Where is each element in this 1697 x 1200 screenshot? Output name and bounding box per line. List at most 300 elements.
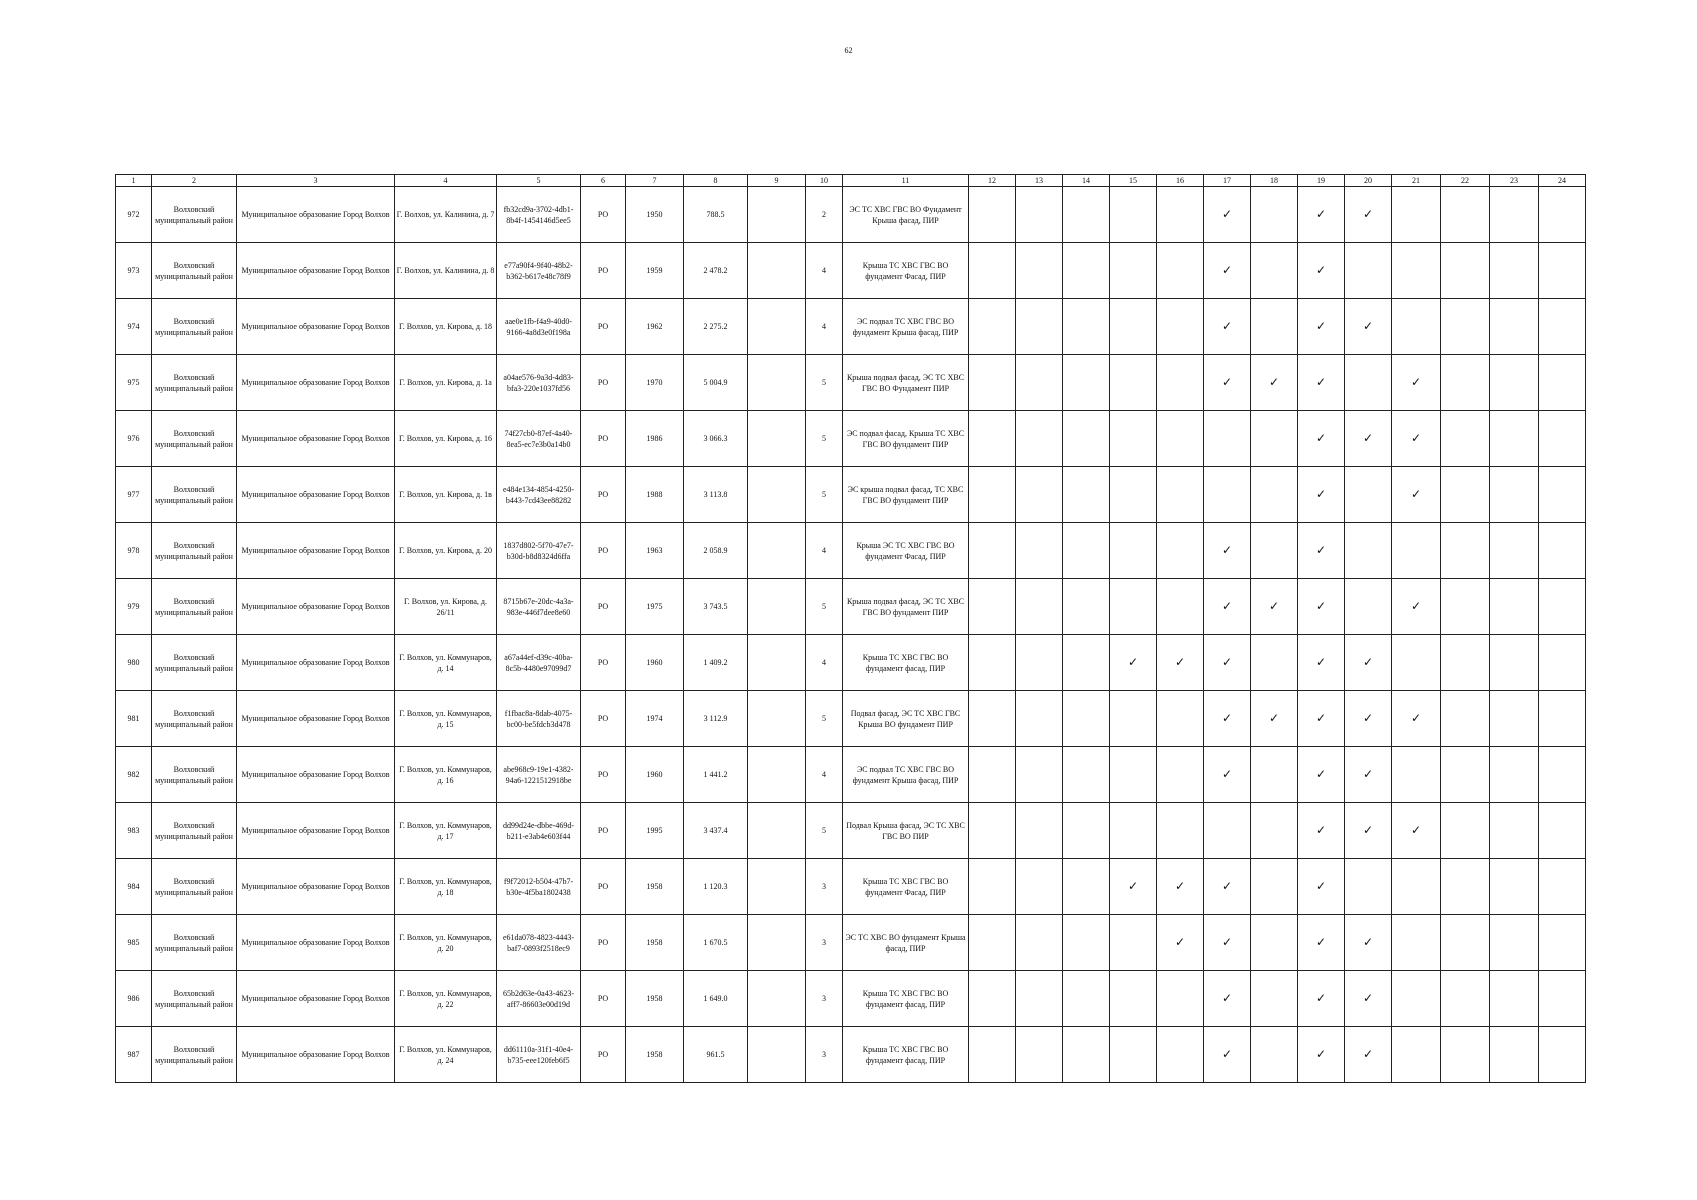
district-cell: Волховский муниципальный район bbox=[152, 971, 237, 1027]
area-cell: 5 004.9 bbox=[684, 355, 748, 411]
address-cell: Г. Волхов, ул. Кирова, д. 16 bbox=[395, 411, 497, 467]
check-cell-col-15 bbox=[1110, 579, 1157, 635]
check-cell-col-19 bbox=[1298, 691, 1345, 747]
row-number-cell: 973 bbox=[116, 243, 152, 299]
check-cell-col-16 bbox=[1157, 971, 1204, 1027]
check-cell-col-16 bbox=[1157, 355, 1204, 411]
empty-cell-9 bbox=[748, 187, 806, 243]
empty-cell-9 bbox=[748, 243, 806, 299]
check-cell-col-23 bbox=[1490, 243, 1539, 299]
district-cell: Волховский муниципальный район bbox=[152, 187, 237, 243]
check-cell-col-17 bbox=[1204, 635, 1251, 691]
check-mark-icon: ✓ bbox=[1268, 710, 1280, 725]
check-cell-col-22 bbox=[1441, 1027, 1490, 1083]
check-cell-col-13 bbox=[1016, 411, 1063, 467]
address-cell: Г. Волхов, ул. Коммунаров, д. 24 bbox=[395, 1027, 497, 1083]
check-cell-col-17 bbox=[1204, 299, 1251, 355]
works-cell: ЭС подвал ТС ХВС ГВС ВО фундамент Крыша фасад, ПИР bbox=[843, 747, 969, 803]
check-cell-col-14 bbox=[1063, 243, 1110, 299]
empty-cell-9 bbox=[748, 747, 806, 803]
check-cell-col-16 bbox=[1157, 187, 1204, 243]
floors-cell: 5 bbox=[806, 411, 843, 467]
check-cell-col-22 bbox=[1441, 859, 1490, 915]
check-cell-col-18 bbox=[1251, 635, 1298, 691]
check-cell-col-17 bbox=[1204, 523, 1251, 579]
empty-cell-9 bbox=[748, 579, 806, 635]
check-mark-icon: ✓ bbox=[1362, 822, 1374, 837]
type-cell: РО bbox=[581, 579, 626, 635]
column-header-24: 24 bbox=[1539, 175, 1586, 187]
check-cell-col-14 bbox=[1063, 747, 1110, 803]
area-cell: 1 409.2 bbox=[684, 635, 748, 691]
floors-cell: 4 bbox=[806, 523, 843, 579]
floors-cell: 5 bbox=[806, 803, 843, 859]
check-mark-icon: ✓ bbox=[1221, 542, 1233, 557]
check-cell-col-20 bbox=[1345, 579, 1392, 635]
check-cell-col-18 bbox=[1251, 803, 1298, 859]
check-cell-col-20 bbox=[1345, 803, 1392, 859]
type-cell: РО bbox=[581, 523, 626, 579]
check-cell-col-12 bbox=[969, 411, 1016, 467]
row-number-cell: 974 bbox=[116, 299, 152, 355]
check-cell-col-12 bbox=[969, 299, 1016, 355]
works-cell: ЭС ТС ХВС ГВС ВО Фундамент Крыша фасад, ПИР bbox=[843, 187, 969, 243]
check-cell-col-14 bbox=[1063, 467, 1110, 523]
year-cell: 1958 bbox=[626, 971, 684, 1027]
check-mark-icon: ✓ bbox=[1221, 934, 1233, 949]
check-cell-col-19 bbox=[1298, 187, 1345, 243]
district-cell: Волховский муниципальный район bbox=[152, 411, 237, 467]
check-mark-icon: ✓ bbox=[1221, 710, 1233, 725]
check-cell-col-20 bbox=[1345, 411, 1392, 467]
check-cell-col-13 bbox=[1016, 243, 1063, 299]
table-row bbox=[116, 747, 1586, 803]
municipality-cell: Муниципальное образование Город Волхов bbox=[237, 523, 395, 579]
check-cell-col-18 bbox=[1251, 243, 1298, 299]
floors-cell: 5 bbox=[806, 691, 843, 747]
check-cell-col-13 bbox=[1016, 467, 1063, 523]
type-cell: РО bbox=[581, 1027, 626, 1083]
check-cell-col-17 bbox=[1204, 187, 1251, 243]
check-cell-col-17 bbox=[1204, 1027, 1251, 1083]
column-header-14: 14 bbox=[1063, 175, 1110, 187]
works-cell: Крыша подвал фасад, ЭС ТС ХВС ГВС ВО фундамент ПИР bbox=[843, 579, 969, 635]
year-cell: 1995 bbox=[626, 803, 684, 859]
row-number-cell: 972 bbox=[116, 187, 152, 243]
column-header-6: 6 bbox=[581, 175, 626, 187]
check-cell-col-13 bbox=[1016, 747, 1063, 803]
check-cell-col-22 bbox=[1441, 635, 1490, 691]
check-cell-col-23 bbox=[1490, 299, 1539, 355]
check-cell-col-15 bbox=[1110, 747, 1157, 803]
check-cell-col-15 bbox=[1110, 915, 1157, 971]
area-cell: 2 275.2 bbox=[684, 299, 748, 355]
check-mark-icon: ✓ bbox=[1362, 710, 1374, 725]
type-cell: РО bbox=[581, 187, 626, 243]
guid-cell: 1837d802-5f70-47e7-b30d-b8d8324d6ffa bbox=[497, 523, 581, 579]
check-cell-col-23 bbox=[1490, 411, 1539, 467]
check-cell-col-21 bbox=[1392, 299, 1441, 355]
check-cell-col-24 bbox=[1539, 1027, 1586, 1083]
check-cell-col-24 bbox=[1539, 691, 1586, 747]
check-cell-col-12 bbox=[969, 915, 1016, 971]
municipality-cell: Муниципальное образование Город Волхов bbox=[237, 635, 395, 691]
guid-cell: dd61110a-31f1-40e4-b735-eee120feb6f5 bbox=[497, 1027, 581, 1083]
check-cell-col-21 bbox=[1392, 859, 1441, 915]
municipality-cell: Муниципальное образование Город Волхов bbox=[237, 691, 395, 747]
check-mark-icon: ✓ bbox=[1221, 990, 1233, 1005]
check-cell-col-15 bbox=[1110, 411, 1157, 467]
check-mark-icon: ✓ bbox=[1221, 262, 1233, 277]
check-cell-col-21 bbox=[1392, 355, 1441, 411]
works-cell: Крыша подвал фасад, ЭС ТС ХВС ГВС ВО Фундамент ПИР bbox=[843, 355, 969, 411]
check-cell-col-24 bbox=[1539, 467, 1586, 523]
check-cell-col-23 bbox=[1490, 467, 1539, 523]
check-cell-col-18 bbox=[1251, 971, 1298, 1027]
type-cell: РО bbox=[581, 467, 626, 523]
check-cell-col-21 bbox=[1392, 579, 1441, 635]
check-cell-col-13 bbox=[1016, 971, 1063, 1027]
column-header-22: 22 bbox=[1441, 175, 1490, 187]
check-cell-col-15 bbox=[1110, 187, 1157, 243]
area-cell: 1 649.0 bbox=[684, 971, 748, 1027]
check-mark-icon: ✓ bbox=[1315, 318, 1327, 333]
guid-cell: e484e134-4854-4250-b443-7cd43ee88282 bbox=[497, 467, 581, 523]
year-cell: 1960 bbox=[626, 635, 684, 691]
check-cell-col-13 bbox=[1016, 803, 1063, 859]
area-cell: 3 113.8 bbox=[684, 467, 748, 523]
check-cell-col-13 bbox=[1016, 1027, 1063, 1083]
check-cell-col-12 bbox=[969, 243, 1016, 299]
check-cell-col-15 bbox=[1110, 803, 1157, 859]
type-cell: РО bbox=[581, 355, 626, 411]
address-cell: Г. Волхов, ул. Коммунаров, д. 14 bbox=[395, 635, 497, 691]
type-cell: РО bbox=[581, 859, 626, 915]
empty-cell-9 bbox=[748, 1027, 806, 1083]
guid-cell: e77a90f4-9f40-48b2-b362-b617e48c78f9 bbox=[497, 243, 581, 299]
check-cell-col-20 bbox=[1345, 187, 1392, 243]
check-mark-icon: ✓ bbox=[1362, 1046, 1374, 1061]
column-header-1: 1 bbox=[116, 175, 152, 187]
check-cell-col-12 bbox=[969, 355, 1016, 411]
check-cell-col-12 bbox=[969, 523, 1016, 579]
address-cell: Г. Волхов, ул. Калинина, д. 8 bbox=[395, 243, 497, 299]
check-cell-col-18 bbox=[1251, 355, 1298, 411]
check-cell-col-14 bbox=[1063, 523, 1110, 579]
guid-cell: dd99d24e-dbbe-469d-b211-e3ab4e603f44 bbox=[497, 803, 581, 859]
check-cell-col-16 bbox=[1157, 1027, 1204, 1083]
column-header-10: 10 bbox=[806, 175, 843, 187]
check-mark-icon: ✓ bbox=[1410, 710, 1422, 725]
check-cell-col-16 bbox=[1157, 411, 1204, 467]
check-cell-col-23 bbox=[1490, 971, 1539, 1027]
check-mark-icon: ✓ bbox=[1410, 374, 1422, 389]
check-cell-col-19 bbox=[1298, 971, 1345, 1027]
empty-cell-9 bbox=[748, 859, 806, 915]
check-cell-col-20 bbox=[1345, 915, 1392, 971]
column-header-13: 13 bbox=[1016, 175, 1063, 187]
type-cell: РО bbox=[581, 747, 626, 803]
guid-cell: aae0e1fb-f4a9-40d0-9166-4a8d3e0f198a bbox=[497, 299, 581, 355]
check-cell-col-13 bbox=[1016, 299, 1063, 355]
works-cell: ЭС подвал ТС ХВС ГВС ВО фундамент Крыша фасад, ПИР bbox=[843, 299, 969, 355]
guid-cell: a04ae576-9a3d-4d83-bfa3-220e1037fd56 bbox=[497, 355, 581, 411]
check-cell-col-19 bbox=[1298, 523, 1345, 579]
column-header-21: 21 bbox=[1392, 175, 1441, 187]
empty-cell-9 bbox=[748, 803, 806, 859]
check-cell-col-23 bbox=[1490, 859, 1539, 915]
area-cell: 788.5 bbox=[684, 187, 748, 243]
check-cell-col-18 bbox=[1251, 579, 1298, 635]
municipality-cell: Муниципальное образование Город Волхов bbox=[237, 411, 395, 467]
empty-cell-9 bbox=[748, 355, 806, 411]
check-mark-icon: ✓ bbox=[1362, 318, 1374, 333]
check-cell-col-15 bbox=[1110, 691, 1157, 747]
check-cell-col-12 bbox=[969, 747, 1016, 803]
area-cell: 2 058.9 bbox=[684, 523, 748, 579]
table-row bbox=[116, 411, 1586, 467]
check-cell-col-17 bbox=[1204, 747, 1251, 803]
municipality-cell: Муниципальное образование Город Волхов bbox=[237, 747, 395, 803]
row-number-cell: 980 bbox=[116, 635, 152, 691]
district-cell: Волховский муниципальный район bbox=[152, 467, 237, 523]
address-cell: Г. Волхов, ул. Коммунаров, д. 15 bbox=[395, 691, 497, 747]
check-cell-col-18 bbox=[1251, 299, 1298, 355]
check-cell-col-18 bbox=[1251, 467, 1298, 523]
municipality-cell: Муниципальное образование Город Волхов bbox=[237, 579, 395, 635]
guid-cell: 65b2d63e-0a43-4623-aff7-86603e00d19d bbox=[497, 971, 581, 1027]
check-mark-icon: ✓ bbox=[1410, 822, 1422, 837]
check-cell-col-16 bbox=[1157, 691, 1204, 747]
district-cell: Волховский муниципальный район bbox=[152, 579, 237, 635]
check-mark-icon: ✓ bbox=[1221, 878, 1233, 893]
check-cell-col-12 bbox=[969, 859, 1016, 915]
column-header-15: 15 bbox=[1110, 175, 1157, 187]
district-cell: Волховский муниципальный район bbox=[152, 355, 237, 411]
column-header-4: 4 bbox=[395, 175, 497, 187]
municipality-cell: Муниципальное образование Город Волхов bbox=[237, 859, 395, 915]
table-row bbox=[116, 187, 1586, 243]
check-cell-col-24 bbox=[1539, 803, 1586, 859]
check-cell-col-24 bbox=[1539, 523, 1586, 579]
check-cell-col-18 bbox=[1251, 691, 1298, 747]
check-mark-icon: ✓ bbox=[1315, 430, 1327, 445]
column-header-17: 17 bbox=[1204, 175, 1251, 187]
check-cell-col-20 bbox=[1345, 1027, 1392, 1083]
table-row bbox=[116, 691, 1586, 747]
check-mark-icon: ✓ bbox=[1127, 654, 1139, 669]
area-cell: 3 112.9 bbox=[684, 691, 748, 747]
area-cell: 1 670.5 bbox=[684, 915, 748, 971]
check-cell-col-12 bbox=[969, 803, 1016, 859]
area-cell: 3 066.3 bbox=[684, 411, 748, 467]
check-cell-col-23 bbox=[1490, 915, 1539, 971]
table-row bbox=[116, 859, 1586, 915]
check-cell-col-17 bbox=[1204, 691, 1251, 747]
guid-cell: 8715b67e-20dc-4a3a-983e-446f7dee8e60 bbox=[497, 579, 581, 635]
row-number-cell: 987 bbox=[116, 1027, 152, 1083]
check-cell-col-12 bbox=[969, 971, 1016, 1027]
table-body bbox=[116, 187, 1586, 1083]
check-cell-col-16 bbox=[1157, 299, 1204, 355]
check-cell-col-24 bbox=[1539, 747, 1586, 803]
type-cell: РО bbox=[581, 635, 626, 691]
column-header-11: 11 bbox=[843, 175, 969, 187]
year-cell: 1958 bbox=[626, 859, 684, 915]
check-cell-col-18 bbox=[1251, 187, 1298, 243]
row-number-cell: 978 bbox=[116, 523, 152, 579]
check-cell-col-22 bbox=[1441, 467, 1490, 523]
check-mark-icon: ✓ bbox=[1315, 486, 1327, 501]
empty-cell-9 bbox=[748, 411, 806, 467]
check-mark-icon: ✓ bbox=[1221, 766, 1233, 781]
check-cell-col-12 bbox=[969, 187, 1016, 243]
year-cell: 1959 bbox=[626, 243, 684, 299]
check-cell-col-19 bbox=[1298, 243, 1345, 299]
guid-cell: 74f27cb0-87ef-4a40-8ea5-ec7e3b0a14b0 bbox=[497, 411, 581, 467]
floors-cell: 5 bbox=[806, 467, 843, 523]
check-cell-col-22 bbox=[1441, 187, 1490, 243]
area-cell: 2 478.2 bbox=[684, 243, 748, 299]
municipality-cell: Муниципальное образование Город Волхов bbox=[237, 467, 395, 523]
column-number-header bbox=[116, 175, 1586, 187]
address-cell: Г. Волхов, ул. Кирова, д. 18 bbox=[395, 299, 497, 355]
table-row bbox=[116, 579, 1586, 635]
check-cell-col-12 bbox=[969, 467, 1016, 523]
empty-cell-9 bbox=[748, 915, 806, 971]
check-mark-icon: ✓ bbox=[1221, 318, 1233, 333]
floors-cell: 3 bbox=[806, 859, 843, 915]
check-cell-col-18 bbox=[1251, 859, 1298, 915]
municipality-cell: Муниципальное образование Город Волхов bbox=[237, 971, 395, 1027]
check-cell-col-20 bbox=[1345, 355, 1392, 411]
row-number-cell: 975 bbox=[116, 355, 152, 411]
check-mark-icon: ✓ bbox=[1315, 766, 1327, 781]
check-cell-col-14 bbox=[1063, 1027, 1110, 1083]
check-cell-col-24 bbox=[1539, 635, 1586, 691]
year-cell: 1974 bbox=[626, 691, 684, 747]
area-cell: 1 120.3 bbox=[684, 859, 748, 915]
address-cell: Г. Волхов, ул. Кирова, д. 26/11 bbox=[395, 579, 497, 635]
check-cell-col-13 bbox=[1016, 523, 1063, 579]
works-cell: Крыша ТС ХВС ГВС ВО фундамент Фасад, ПИР bbox=[843, 243, 969, 299]
check-cell-col-22 bbox=[1441, 579, 1490, 635]
check-cell-col-20 bbox=[1345, 691, 1392, 747]
area-cell: 961.5 bbox=[684, 1027, 748, 1083]
check-cell-col-22 bbox=[1441, 691, 1490, 747]
check-cell-col-14 bbox=[1063, 915, 1110, 971]
check-cell-col-17 bbox=[1204, 579, 1251, 635]
year-cell: 1950 bbox=[626, 187, 684, 243]
check-cell-col-21 bbox=[1392, 467, 1441, 523]
check-mark-icon: ✓ bbox=[1174, 878, 1186, 893]
row-number-cell: 985 bbox=[116, 915, 152, 971]
year-cell: 1960 bbox=[626, 747, 684, 803]
row-number-cell: 981 bbox=[116, 691, 152, 747]
column-header-16: 16 bbox=[1157, 175, 1204, 187]
district-cell: Волховский муниципальный район bbox=[152, 523, 237, 579]
check-cell-col-18 bbox=[1251, 747, 1298, 803]
check-cell-col-13 bbox=[1016, 635, 1063, 691]
check-cell-col-24 bbox=[1539, 971, 1586, 1027]
district-cell: Волховский муниципальный район bbox=[152, 691, 237, 747]
empty-cell-9 bbox=[748, 691, 806, 747]
address-cell: Г. Волхов, ул. Кирова, д. 20 bbox=[395, 523, 497, 579]
works-cell: Крыша ТС ХВС ГВС ВО фундамент фасад, ПИР bbox=[843, 971, 969, 1027]
check-cell-col-23 bbox=[1490, 187, 1539, 243]
check-cell-col-17 bbox=[1204, 355, 1251, 411]
check-mark-icon: ✓ bbox=[1315, 654, 1327, 669]
column-header-12: 12 bbox=[969, 175, 1016, 187]
address-cell: Г. Волхов, ул. Кирова, д. 1в bbox=[395, 467, 497, 523]
check-mark-icon: ✓ bbox=[1315, 598, 1327, 613]
type-cell: РО bbox=[581, 243, 626, 299]
check-mark-icon: ✓ bbox=[1221, 654, 1233, 669]
check-cell-col-15 bbox=[1110, 971, 1157, 1027]
row-number-cell: 986 bbox=[116, 971, 152, 1027]
floors-cell: 4 bbox=[806, 243, 843, 299]
column-header-20: 20 bbox=[1345, 175, 1392, 187]
check-cell-col-19 bbox=[1298, 1027, 1345, 1083]
check-mark-icon: ✓ bbox=[1268, 374, 1280, 389]
check-cell-col-24 bbox=[1539, 187, 1586, 243]
table-row bbox=[116, 355, 1586, 411]
area-cell: 1 441.2 bbox=[684, 747, 748, 803]
column-header-9: 9 bbox=[748, 175, 806, 187]
check-cell-col-13 bbox=[1016, 579, 1063, 635]
type-cell: РО bbox=[581, 411, 626, 467]
check-cell-col-16 bbox=[1157, 803, 1204, 859]
check-cell-col-24 bbox=[1539, 859, 1586, 915]
district-cell: Волховский муниципальный район bbox=[152, 747, 237, 803]
check-cell-col-22 bbox=[1441, 299, 1490, 355]
check-cell-col-21 bbox=[1392, 523, 1441, 579]
works-cell: Крыша ТС ХВС ГВС ВО фундамент фасад, ПИР bbox=[843, 635, 969, 691]
check-cell-col-20 bbox=[1345, 299, 1392, 355]
works-cell: Подвал фасад, ЭС ТС ХВС ГВС Крыша ВО фундамент ПИР bbox=[843, 691, 969, 747]
column-header-19: 19 bbox=[1298, 175, 1345, 187]
check-cell-col-21 bbox=[1392, 411, 1441, 467]
municipality-cell: Муниципальное образование Город Волхов bbox=[237, 299, 395, 355]
check-cell-col-21 bbox=[1392, 187, 1441, 243]
check-cell-col-22 bbox=[1441, 803, 1490, 859]
check-cell-col-14 bbox=[1063, 803, 1110, 859]
address-cell: Г. Волхов, ул. Коммунаров, д. 18 bbox=[395, 859, 497, 915]
check-cell-col-21 bbox=[1392, 803, 1441, 859]
check-mark-icon: ✓ bbox=[1174, 654, 1186, 669]
check-cell-col-23 bbox=[1490, 803, 1539, 859]
check-cell-col-19 bbox=[1298, 915, 1345, 971]
guid-cell: fb32cd9a-3702-4db1-8b4f-1454146d5ee5 bbox=[497, 187, 581, 243]
check-mark-icon: ✓ bbox=[1315, 1046, 1327, 1061]
check-cell-col-14 bbox=[1063, 299, 1110, 355]
check-cell-col-19 bbox=[1298, 635, 1345, 691]
check-cell-col-23 bbox=[1490, 691, 1539, 747]
floors-cell: 4 bbox=[806, 747, 843, 803]
check-cell-col-20 bbox=[1345, 523, 1392, 579]
municipality-cell: Муниципальное образование Город Волхов bbox=[237, 1027, 395, 1083]
year-cell: 1963 bbox=[626, 523, 684, 579]
check-mark-icon: ✓ bbox=[1221, 598, 1233, 613]
check-cell-col-22 bbox=[1441, 355, 1490, 411]
check-cell-col-12 bbox=[969, 1027, 1016, 1083]
works-cell: Крыша ТС ХВС ГВС ВО фундамент Фасад, ПИР bbox=[843, 859, 969, 915]
check-mark-icon: ✓ bbox=[1315, 262, 1327, 277]
row-number-cell: 984 bbox=[116, 859, 152, 915]
type-cell: РО bbox=[581, 691, 626, 747]
table-row bbox=[116, 1027, 1586, 1083]
check-cell-col-17 bbox=[1204, 971, 1251, 1027]
